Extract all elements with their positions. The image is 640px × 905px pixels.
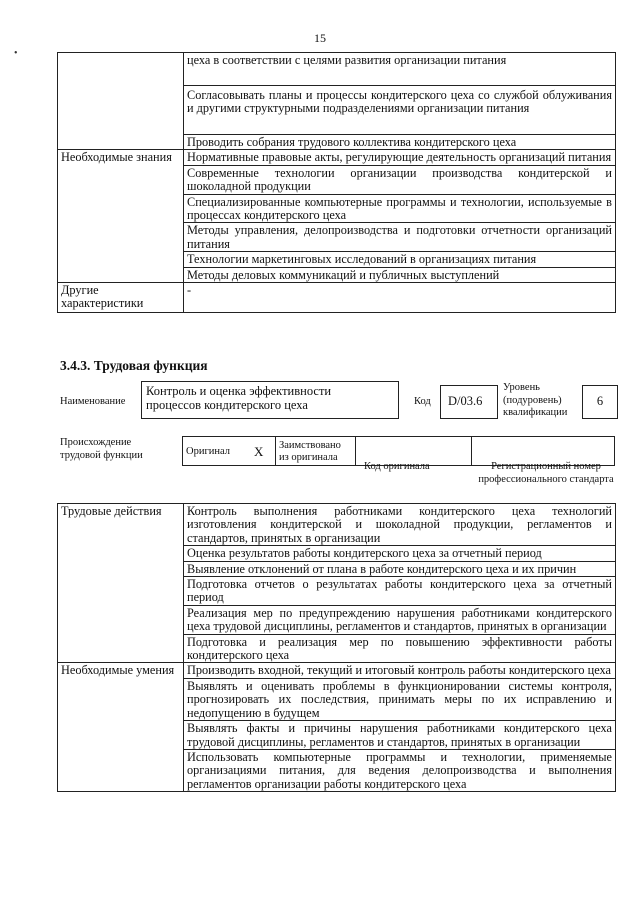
table-cell: Согласовывать планы и процессы кондитерского цеха со службой облуживания и другими структурными подразделениями организации питания bbox=[184, 86, 616, 135]
table-row bbox=[58, 663, 616, 678]
row-label-empty bbox=[58, 53, 184, 86]
original-label: Оригинал bbox=[183, 437, 243, 466]
original-mark: X bbox=[243, 437, 276, 466]
table-row bbox=[58, 283, 616, 313]
table-cell: Подготовка и реализация мер по повышению эффективности работы кондитерского цеха bbox=[184, 634, 616, 663]
table-cell: Подготовка отчетов о результатах работы кондитерского цеха за отчетный период bbox=[184, 577, 616, 606]
code-box bbox=[440, 385, 498, 419]
table-cell: Выявлять факты и причины нарушения работниками кондитерского цеха трудовой дисциплины, регламентов и стандартов, принятых в организации bbox=[184, 721, 616, 750]
level-value: 6 bbox=[596, 394, 604, 408]
name-label: Наименование bbox=[60, 396, 126, 407]
row-label-knowledge: Необходимые знания bbox=[58, 150, 184, 283]
row-label-empty bbox=[58, 135, 184, 150]
functions-table bbox=[57, 503, 616, 792]
table-row bbox=[58, 86, 616, 135]
table-row bbox=[58, 150, 616, 165]
table-cell: Нормативные правовые акты, регулирующие деятельность организаций питания bbox=[184, 150, 616, 165]
table-cell: цеха в соответствии с целями развития организации питания bbox=[184, 53, 616, 86]
page-number: 15 bbox=[314, 31, 326, 45]
table-cell: Выявлять и оценивать проблемы в функционировании системы контроля, прогнозировать их последствия, принимать меры по их исправлению и недопущению в будущем bbox=[184, 678, 616, 720]
table-cell: Выявление отклонений от плана в работе кондитерского цеха и их причин bbox=[184, 561, 616, 576]
section-heading: 3.4.3. Трудовая функция bbox=[60, 358, 208, 373]
table-cell: Методы управления, делопроизводства и подготовки отчетности организаций питания bbox=[184, 223, 616, 252]
table-cell: Современные технологии организации производства кондитерской и шоколадной продукции bbox=[184, 165, 616, 194]
code-value: D/03.6 bbox=[448, 394, 483, 408]
level-label: Уровень (подуровень) квалификации bbox=[503, 382, 568, 418]
row-label-other: Другие характеристики bbox=[58, 283, 184, 313]
scan-dot: • bbox=[14, 48, 18, 59]
table-cell: Методы деловых коммуникаций и публичных выступлений bbox=[184, 267, 616, 282]
table-cell: Проводить собрания трудового коллектива кондитерского цеха bbox=[184, 135, 616, 150]
knowledge-table bbox=[57, 52, 616, 313]
row-label-skills: Необходимые умения bbox=[58, 663, 184, 792]
code-label: Код bbox=[414, 396, 431, 407]
level-box bbox=[582, 385, 618, 419]
table-row bbox=[58, 53, 616, 86]
table-cell: Специализированные компьютерные программы и технологии, используемые в процессах кондитерского цеха bbox=[184, 194, 616, 223]
reg-number-caption: Регистрационный номер профессионального стандарта bbox=[478, 461, 614, 485]
table-cell: - bbox=[184, 283, 616, 313]
table-cell: Оценка результатов работы кондитерского цеха за отчетный период bbox=[184, 546, 616, 561]
table-cell: Реализация мер по предупреждению нарушения работниками кондитерского цеха трудовой дисциплины, регламентов и стандартов, принятых в организации bbox=[184, 605, 616, 634]
name-box bbox=[141, 381, 399, 419]
table-row bbox=[58, 135, 616, 150]
table-row bbox=[58, 504, 616, 546]
table-cell: Использовать компьютерные программы и технологии, применяемые организациями питания, для ведения делопроизводства и выполнения регламентов организации работы кондитерского цеха bbox=[184, 749, 616, 791]
origin-label: Происхождение трудовой функции bbox=[60, 437, 143, 461]
table-cell: Контроль выполнения работниками кондитерского цеха технологий изготовления кондитерской и шоколадной продукции, регламентов и стандартов, принятых в организации bbox=[184, 504, 616, 546]
code-original-caption: Код оригинала bbox=[364, 461, 430, 472]
table-cell: Производить входной, текущий и итоговый контроль работы кондитерского цеха bbox=[184, 663, 616, 678]
row-label-actions: Трудовые действия bbox=[58, 504, 184, 663]
name-value: Контроль и оценка эффективности процессов кондитерского цеха bbox=[146, 384, 332, 412]
table-cell: Технологии маркетинговых исследований в организациях питания bbox=[184, 252, 616, 267]
borrowed-label: Заимствовано из оригинала bbox=[276, 437, 356, 466]
row-label-empty bbox=[58, 86, 184, 135]
